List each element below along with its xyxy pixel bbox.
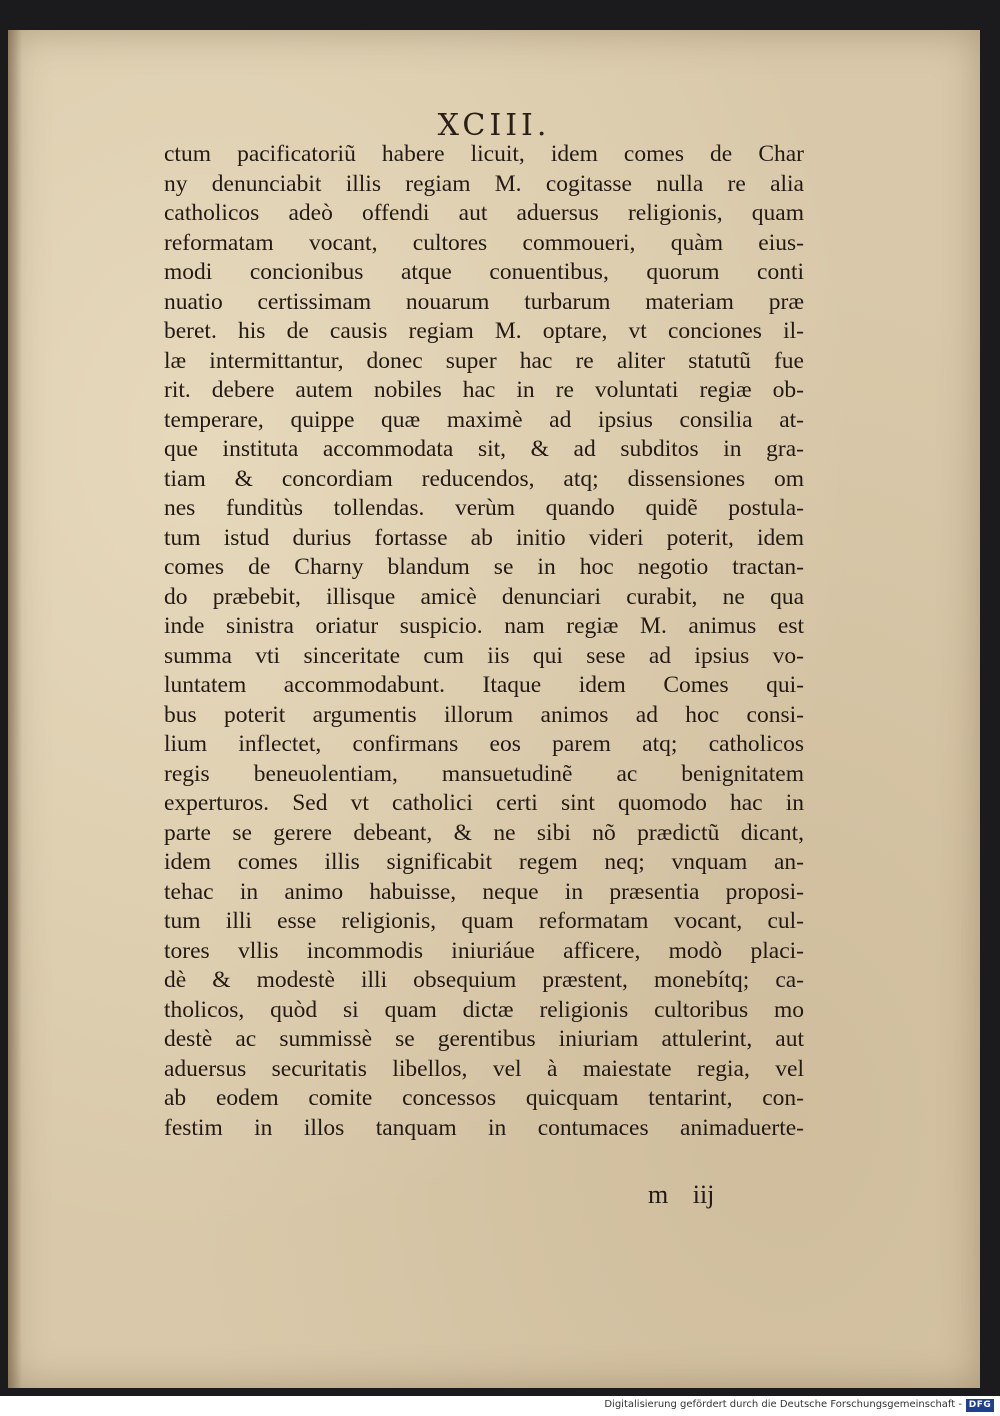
text-line: beret. his de causis regiam M. optare, vt conciones il- (164, 318, 804, 344)
text-line: lium inflectet, confirmans eos parem atq; catholicos (164, 731, 804, 757)
text-line: tum istud durius fortasse ab initio videri poterit, idem (164, 524, 804, 551)
text-line: tiam & concordiam reducendos, atq; dissensiones om (164, 465, 804, 492)
text-line: bus poterit argumentis illorum animos ad hoc consi- (164, 701, 804, 728)
signature-mark: m iij (648, 1180, 715, 1209)
text-line: reformatam vocant, cultores commoueri, quàm eius- (164, 229, 804, 256)
page-gutter-shadow (8, 30, 22, 1388)
text-line: nes funditùs tollendas. verùm quando quidẽ postula- (164, 495, 804, 521)
text-line: ny denunciabit illis regiam M. cogitasse nulla re alia (164, 170, 804, 197)
text-line: ctum pacificatoriũ habere licuit, idem comes de Char (164, 141, 804, 167)
footer-credit: Digitalisierung gefördert durch die Deutsche Forschungsgemeinschaft - (604, 1399, 962, 1410)
text-line: tholicos, quòd si quam dictæ religionis cultoribus mo (164, 996, 804, 1023)
text-line: tehac in animo habuisse, neque in præsentia proposi- (164, 878, 804, 905)
text-line: ab eodem comite concessos quicquam tentarint, con- (164, 1085, 804, 1111)
dfg-logo: DFG (966, 1399, 994, 1412)
text-line: regis beneuolentiam, mansuetudinẽ ac benignitatem (164, 760, 804, 787)
text-line: læ intermittantur, donec super hac re aliter statutũ fue (164, 347, 804, 374)
footer-bar (0, 1396, 1000, 1416)
text-line: inde sinistra oriatur suspicio. nam regiæ M. animus est (164, 613, 804, 639)
text-block (164, 140, 804, 1143)
text-line: que instituta accommodata sit, & ad subditos in gra- (164, 436, 804, 462)
text-line: festim in illos tanquam in contumaces animaduerte- (164, 1114, 804, 1141)
text-line: luntatem accommodabunt. Itaque idem Comes qui- (164, 672, 804, 698)
text-line: do præbebit, illisque amicè denunciari curabit, ne qua (164, 583, 804, 610)
text-line: tum illi esse religionis, quam reformatam vocant, cul- (164, 908, 804, 934)
text-line: dè & modestè illi obsequium præstent, monebítq; ca- (164, 967, 804, 993)
text-line: nuatio certissimam nouarum turbarum materiam præ (164, 288, 804, 315)
text-line: rit. debere autem nobiles hac in re voluntati regiæ ob- (164, 377, 804, 403)
text-line: idem comes illis significabit regem neq; vnquam an- (164, 849, 804, 875)
text-line: summa vti sinceritate cum iis qui sese ad ipsius vo- (164, 642, 804, 669)
book-page (8, 30, 980, 1388)
text-line: catholicos adeò offendi aut aduersus religionis, quam (164, 200, 804, 226)
text-line: temperare, quippe quæ maximè ad ipsius consilia at- (164, 406, 804, 433)
text-line: tores vllis incommodis iniuriáue afficere, modò placi- (164, 937, 804, 964)
text-line: aduersus securitatis libellos, vel à maiestate regia, vel (164, 1055, 804, 1082)
text-line: experturos. Sed vt catholici certi sint quomodo hac in (164, 790, 804, 816)
folio-number: XCIII. (437, 108, 551, 143)
text-line: destè ac summissè se gerentibus iniuriam attulerint, aut (164, 1026, 804, 1052)
text-line: parte se gerere debeant, & ne sibi nõ prædictũ dicant, (164, 819, 804, 846)
text-line: comes de Charny blandum se in hoc negotio tractan- (164, 554, 804, 580)
text-line: modi concionibus atque conuentibus, quorum conti (164, 259, 804, 285)
